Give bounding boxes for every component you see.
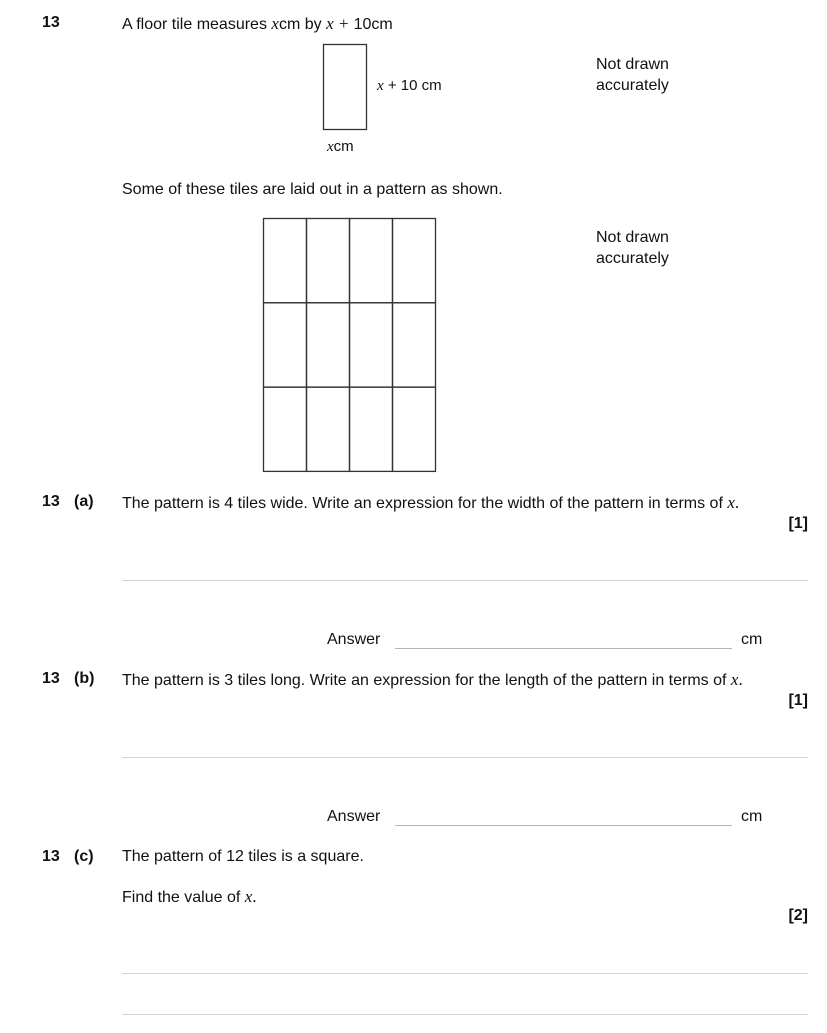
not-drawn-note-2 bbox=[596, 227, 669, 269]
tile-height-label: x + 10 cm bbox=[377, 77, 442, 94]
part-a-question bbox=[122, 493, 739, 513]
part-c-working-line-1 bbox=[122, 973, 808, 974]
part-c-find bbox=[122, 887, 257, 907]
part-a-variable: x bbox=[727, 493, 735, 512]
part-c-marks: [2] bbox=[788, 907, 808, 924]
part-c-working-line-2 bbox=[122, 1014, 808, 1015]
question-number: 13 bbox=[42, 14, 60, 31]
part-a-text: The pattern is 4 tiles wide. Write an expression for the width of the pattern in terms of bbox=[122, 495, 728, 512]
pattern-tile bbox=[350, 387, 393, 471]
part-b-number: 13 bbox=[42, 670, 60, 687]
part-b-label: (b) bbox=[74, 670, 95, 687]
part-c-variable: x bbox=[244, 887, 253, 906]
pattern-tile bbox=[393, 303, 436, 387]
part-b-text: The pattern is 3 tiles long. Write an expression for the length of the pattern in terms of bbox=[122, 672, 731, 689]
tile-width-label: xcm bbox=[327, 138, 354, 155]
part-a-marks: [1] bbox=[788, 515, 808, 532]
part-a-answer-field[interactable] bbox=[395, 648, 732, 649]
part-a-unit: cm bbox=[741, 631, 763, 648]
intro-text-before: A floor tile measures bbox=[122, 16, 272, 33]
part-a-label: (a) bbox=[74, 493, 94, 510]
pattern-tile bbox=[393, 387, 436, 471]
part-a-working-line bbox=[122, 580, 808, 581]
part-b-marks: [1] bbox=[788, 692, 808, 709]
part-c-text: The pattern of 12 tiles is a square. bbox=[122, 848, 364, 865]
intro-text-after: 10cm bbox=[353, 16, 393, 33]
not-drawn-line-2: accurately bbox=[596, 250, 669, 267]
part-b-answer-field[interactable] bbox=[395, 825, 732, 826]
intro-variable-x: x bbox=[271, 14, 279, 33]
part-b-working-line bbox=[122, 757, 808, 758]
pattern-intro: Some of these tiles are laid out in a pattern as shown. bbox=[122, 181, 503, 198]
part-b-variable: x bbox=[730, 670, 739, 689]
part-c-find-text: Find the value of bbox=[122, 889, 245, 906]
pattern-tile bbox=[393, 219, 436, 303]
part-a-answer-label: Answer bbox=[327, 631, 381, 648]
intro-text-mid: cm by bbox=[278, 16, 327, 33]
pattern-tile bbox=[307, 219, 350, 303]
pattern-tile bbox=[350, 219, 393, 303]
part-b-question bbox=[122, 670, 743, 690]
part-a-period: . bbox=[734, 493, 740, 512]
part-c-number: 13 bbox=[42, 848, 60, 865]
part-c-period: . bbox=[252, 887, 257, 906]
pattern-tile bbox=[350, 303, 393, 387]
not-drawn-line-1: Not drawn bbox=[596, 229, 669, 246]
part-c-label: (c) bbox=[74, 848, 94, 865]
pattern-tile bbox=[264, 303, 307, 387]
part-b-unit: cm bbox=[741, 808, 763, 825]
pattern-tile bbox=[307, 387, 350, 471]
pattern-tile bbox=[307, 303, 350, 387]
pattern-tile bbox=[264, 219, 307, 303]
pattern-tile bbox=[264, 387, 307, 471]
part-b-period: . bbox=[738, 670, 743, 689]
not-drawn-line-1: Not drawn bbox=[596, 56, 669, 73]
part-a-number: 13 bbox=[42, 493, 60, 510]
part-b-answer-label: Answer bbox=[327, 808, 381, 825]
not-drawn-line-2: accurately bbox=[596, 77, 669, 94]
intro-expression: x + bbox=[326, 14, 354, 33]
